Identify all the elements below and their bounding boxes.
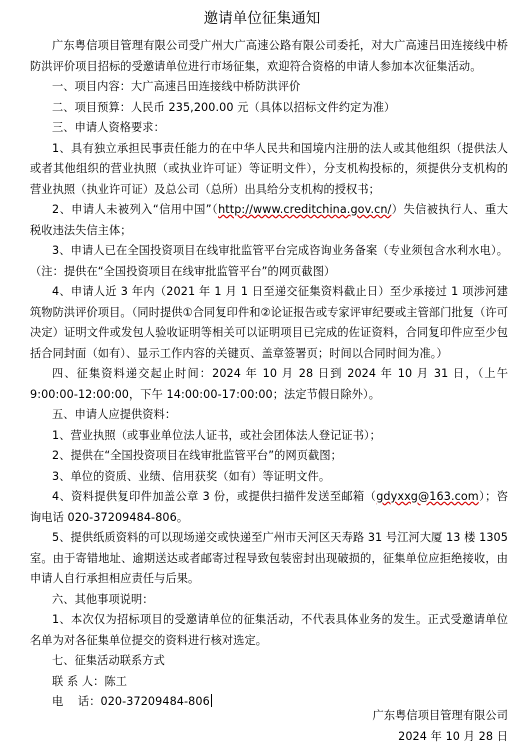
qualification-item-2-post: ）失信被执行人、重大税收违法失信主体； — [30, 203, 508, 237]
email-link[interactable]: gdyxxg@163.com — [376, 490, 479, 503]
signature-date: 2024 年 10 月 28 日 — [398, 730, 508, 743]
material-item-1: 1、营业执照（或事业单位法人证书，或社会团体法人登记证书）； — [52, 428, 381, 442]
section-submission-period: 四、征集资料递交起止时间：2024 年 10 月 28 日到 2024 年 10 月 31 日，（上午 9:00:00-12:00:00，下午 14:00:00-17:00:00；法定节假日除外）。 — [30, 367, 508, 401]
text-cursor — [211, 694, 212, 707]
section-project-budget: 二、项目预算：人民币 235,200.00 元（具体以招标文件约定为准） — [52, 100, 396, 114]
material-item-4-pre: 4、资料提供复印件加盖公章 3 份，或提供扫描件发送至邮箱（ — [52, 490, 377, 503]
qualification-item-3: 3、申请人已在全国投资项目在线审批监管平台完成咨询业务备案（专业须包含水利水电）。（注：提供在“全国投资项目在线审批监管平台”的网页截图） — [30, 244, 508, 278]
material-item-3: 3、单位的资质、业绩、信用获奖（如有）等证明文件。 — [52, 469, 331, 483]
qualification-item-1: 1、具有独立承担民事责任能力的在中华人民共和国境内注册的法人或其他组织（提供法人或者其他组织的营业执照（或执业许可证）等证明文件），分支机构投标的，须提供分支机构的营业执照（执业许可证）及总公司（总所）出具给分支机构的授权书； — [30, 141, 508, 196]
qualification-item-4: 4、申请人近 3 年内（2021 年 1 月 1 日至递交征集资料截止日）至少承接过 1 项涉河建筑物防洪评价项目。（同时提供①合同复印件和②论证报告或专家评审纪要或主管部门批复（许可决定）证明文件或发包人验收证明等相关可以证明项目已完成的佐证资料，合同复印件应至少包括合同封面（如有）、显示工作内容的关键页、盖章签署页；时间以合同时间为准。） — [30, 285, 508, 360]
section-required-materials-heading: 五、申请人应提供资料： — [52, 408, 177, 421]
signature-organization: 广东粤信项目管理有限公司 — [372, 709, 508, 722]
section-contact-heading: 七、征集活动联系方式 — [52, 654, 165, 667]
material-item-2: 2、提供在“全国投资项目在线审批监管平台”的网页截图； — [52, 449, 342, 462]
material-item-4-post: ）；咨询电话 020-37209484-806。 — [30, 490, 508, 524]
material-item-4 — [30, 487, 508, 528]
qualification-item-2-pre: 2、申请人未被列入“信用中国”（ — [52, 203, 219, 216]
document-body — [30, 36, 508, 713]
intro-paragraph: 广东粤信项目管理有限公司受广州大广高速公路有限公司委托，对大广高速吕田连接线中桥防洪评价项目招标的受邀请单位进行市场征集，欢迎符合资格的申请人参加本次征集活动。 — [30, 39, 508, 73]
document-title: 邀请单位征集通知 — [203, 11, 321, 27]
other-note-item-1: 1、本次仅为招标项目的受邀请单位的征集活动，不代表具体业务的发生。正式受邀请单位名单为对各征集单位提交的资料进行核对选定。 — [30, 613, 508, 647]
section-qualification-heading: 三、申请人资格要求： — [52, 121, 165, 134]
contact-phone-text: 电 话：020-37209484-806 — [52, 695, 210, 708]
section-other-notes-heading: 六、其他事项说明： — [52, 592, 154, 606]
qualification-item-2 — [30, 200, 508, 241]
contact-person: 联 系 人：陈工 — [52, 674, 128, 688]
material-item-5: 5、提供纸质资料的可以现场递交或快递至广州市天河区天寿路 31 号江河大厦 13 楼 1305 室。由于寄错地址、逾期送达或者邮寄过程导致包装密封出现破损的，征集单位应拒绝接收，由申请人自行承担相应责任与后果。 — [30, 531, 508, 585]
creditchina-link[interactable]: http://www.creditchina.gov.cn/ — [218, 203, 392, 216]
section-project-content: 一、项目内容：大广高速吕田连接线中桥防洪评价 — [52, 80, 301, 93]
